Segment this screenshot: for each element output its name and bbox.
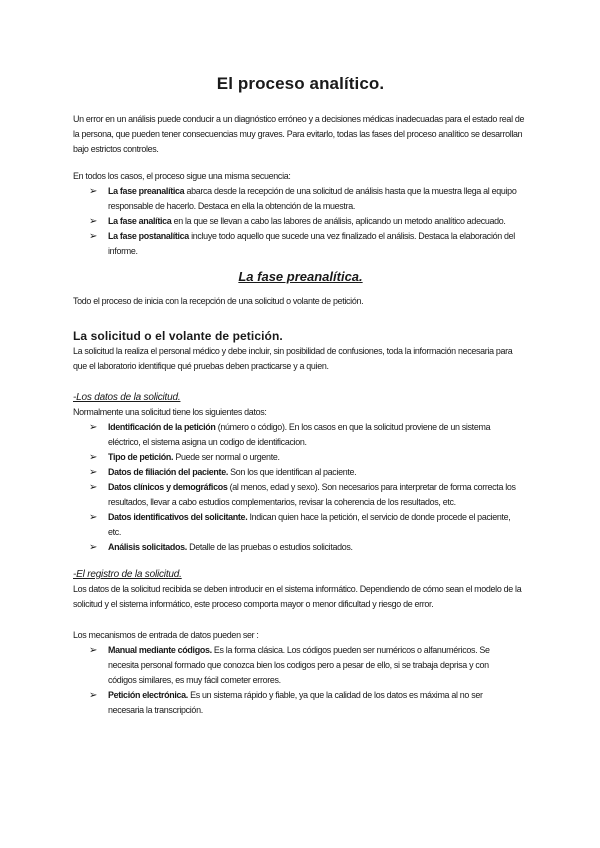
arrow-bullet-icon: ➢	[89, 690, 98, 701]
subheading: La solicitud o el volante de petición.	[73, 329, 283, 343]
list-item: ➢ Petición electrónica. Es un sistema rápido y fiable, ya que la calidad de los datos es máxima al no ser necesaria la transcripción.	[89, 690, 483, 716]
arrow-bullet-icon: ➢	[89, 422, 98, 433]
arrow-bullet-icon: ➢	[89, 482, 98, 493]
arrow-bullet-icon: ➢	[89, 186, 98, 197]
mechanisms-list	[73, 643, 528, 718]
sub-subheading: -El registro de la solicitud.	[73, 569, 182, 580]
list-item: ➢ Datos de filiación del paciente. Son los que identifican al paciente.	[89, 467, 357, 478]
sub-subheading: -Los datos de la solicitud.	[73, 392, 181, 403]
list-item: ➢ Datos clínicos y demográficos (al menos, edad y sexo). Son necesarios para interpretar de forma correcta los resultados, llevar a cabo estudios complementarios, revisar la coherencia de los resultados, etc.	[89, 482, 516, 508]
registro-text: Los datos de la solicitud recibida se deben introducir en el sistema informático. Dependiendo de cómo sean el modelo de la solicitud y el sistema informático, este proceso comporta mayor o menor dificultad y riesgo de error.	[73, 584, 522, 610]
arrow-bullet-icon: ➢	[89, 452, 98, 463]
list-item: ➢ Manual mediante códigos. Es la forma clásica. Los códigos pueden ser numéricos o alfanuméricos. Se necesita personal formado que conozca bien los codigos pero a pesar de ello, si se trabaja deprisa y con códigos similares, es muy fácil cometer errores.	[89, 645, 490, 686]
subheading-text: La solicitud la realiza el personal médico y debe incluir, sin posibilidad de confusiones, toda la información necesaria para que el laboratorio identifique qué pruebas deben practicarse y a quien.	[73, 346, 513, 372]
list-item: ➢ Análisis solicitados. Detalle de las pruebas o estudios solicitados.	[89, 542, 353, 553]
section-intro: Todo el proceso de inicia con la recepción de una solicitud o volante de petición.	[73, 296, 364, 307]
section-title: La fase preanalítica.	[238, 269, 363, 284]
data-list	[73, 420, 528, 555]
arrow-bullet-icon: ➢	[89, 216, 98, 227]
list-item: ➢ Datos identificativos del solicitante. Indican quien hace la petición, el servicio de donde procede el paciente, etc.	[89, 512, 511, 538]
list-item: ➢ La fase postanalítica incluye todo aquello que sucede una vez finalizado el análisis. Destaca la elaboración del informe.	[89, 231, 515, 257]
list-item: ➢ La fase preanalítica abarca desde la recepción de una solicitud de análisis hasta que la muestra llega al equipo responsable de hacerlo. Destaca en ella la obtención de la muestra.	[89, 186, 517, 212]
page-title: El proceso analítico.	[216, 74, 385, 93]
arrow-bullet-icon: ➢	[89, 542, 98, 553]
list-item: ➢ Tipo de petición. Puede ser normal o urgente.	[89, 452, 280, 463]
list-item: ➢ Identificación de la petición (número o código). En los casos en que la solicitud proviene de un sistema eléctrico, el sistema asigna un codigo de identificacion.	[89, 422, 491, 448]
intro-paragraph: Un error en un análisis puede conducir a un diagnóstico erróneo y a decisiones médicas inadecuadas para el estado real de la persona, que pueden tener consecuencias muy graves. Para evitarlo, todas las fases del proceso analítico se desarrollan bajo estrictos controles.	[73, 114, 525, 155]
arrow-bullet-icon: ➢	[89, 512, 98, 523]
arrow-bullet-icon: ➢	[89, 231, 98, 242]
sequence-intro: En todos los casos, el proceso sigue una misma secuencia:	[73, 171, 291, 182]
data-list-intro: Normalmente una solicitud tiene los siguientes datos:	[73, 407, 267, 418]
phases-list	[73, 184, 528, 259]
arrow-bullet-icon: ➢	[89, 467, 98, 478]
arrow-bullet-icon: ➢	[89, 645, 98, 656]
list-item: ➢ La fase analítica en la que se llevan a cabo las labores de análisis, aplicando un metodo analítico adecuado.	[89, 216, 506, 227]
mechanisms-intro: Los mecanismos de entrada de datos pueden ser :	[73, 630, 259, 641]
